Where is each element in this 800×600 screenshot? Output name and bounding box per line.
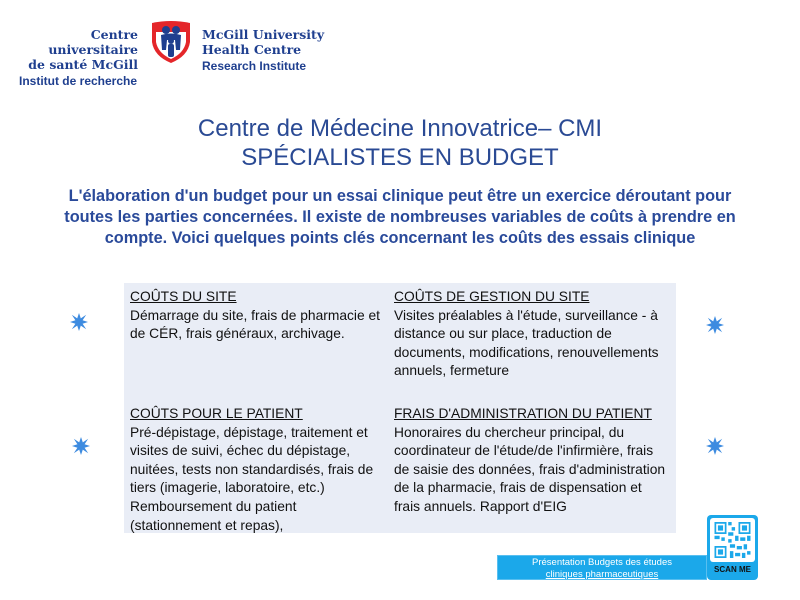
starburst-icon (70, 313, 88, 331)
cell-body: Honoraires du chercheur principal, du coordinateur de l'étude/de l'infirmière, frais de saisie des données, frais d'administration de la pharmacie, frais de dispensation et frais annuels. Rapport d'EIG (394, 424, 666, 514)
starburst-icon (72, 437, 90, 455)
logo-text: Research Institute (202, 59, 307, 73)
cell-body: Pré-dépistage, dépistage, traitement et visites de suivi, échec du dépistage, nuitées, tests non standardisés, frais de tiers (imagerie, laboratoire, etc.) Remboursement du patient (stationnement et repas), (130, 424, 374, 533)
cell-heading: FRAIS D'ADMINISTRATION DU PATIENT (394, 406, 652, 421)
intro-text: L'élaboration d'un budget pour un essai clinique peut être un exercice déroutant pour toutes les parties concernées. Il existe de nombreuses variables de coûts à prendre en compte. Voici quelques points clés concernant les coûts des essais clinique (64, 187, 736, 247)
title-line: SPÉCIALISTES EN BUDGET (241, 144, 559, 171)
starburst-icon (706, 437, 724, 455)
table-cell (124, 400, 388, 533)
presentation-link[interactable] (497, 555, 707, 580)
footer-text: Présentation Budgets des études (532, 557, 672, 568)
footer-text: cliniques pharmaceutiques (545, 569, 659, 580)
title-line: Centre de Médecine Innovatrice– CMI (197, 115, 603, 142)
cell-heading: COÛTS DE GESTION DU SITE (394, 289, 590, 304)
logo-french (8, 27, 138, 88)
qr-code[interactable] (707, 515, 758, 580)
logo-text: Centre universitaire (48, 27, 138, 57)
cell-heading: COÛTS POUR LE PATIENT (130, 406, 303, 421)
table-cell (124, 283, 388, 400)
logo-english (202, 27, 324, 73)
qr-code-icon (714, 522, 751, 558)
starburst-icon (706, 316, 724, 334)
table-cell (388, 283, 676, 400)
cell-body: Visites préalables à l'étude, surveillance - à distance ou sur place, traduction de documents, modifications, renouvellements annuels, fermeture (394, 307, 659, 379)
logo-text: McGill University (202, 27, 325, 42)
cell-body: Démarrage du site, frais de pharmacie et de CÉR, frais généraux, archivage. (130, 307, 380, 342)
logo-text: Institut de recherche (18, 74, 138, 88)
cost-table (124, 283, 676, 533)
muhc-shield-logo-icon (150, 20, 192, 64)
cell-heading: COÛTS DU SITE (130, 289, 237, 304)
scan-me-label: SCAN ME (714, 565, 751, 574)
table-cell (388, 400, 676, 533)
page-title (0, 114, 800, 172)
logo-text: de santé McGill (28, 57, 138, 72)
logo-text: Health Centre (202, 42, 302, 57)
